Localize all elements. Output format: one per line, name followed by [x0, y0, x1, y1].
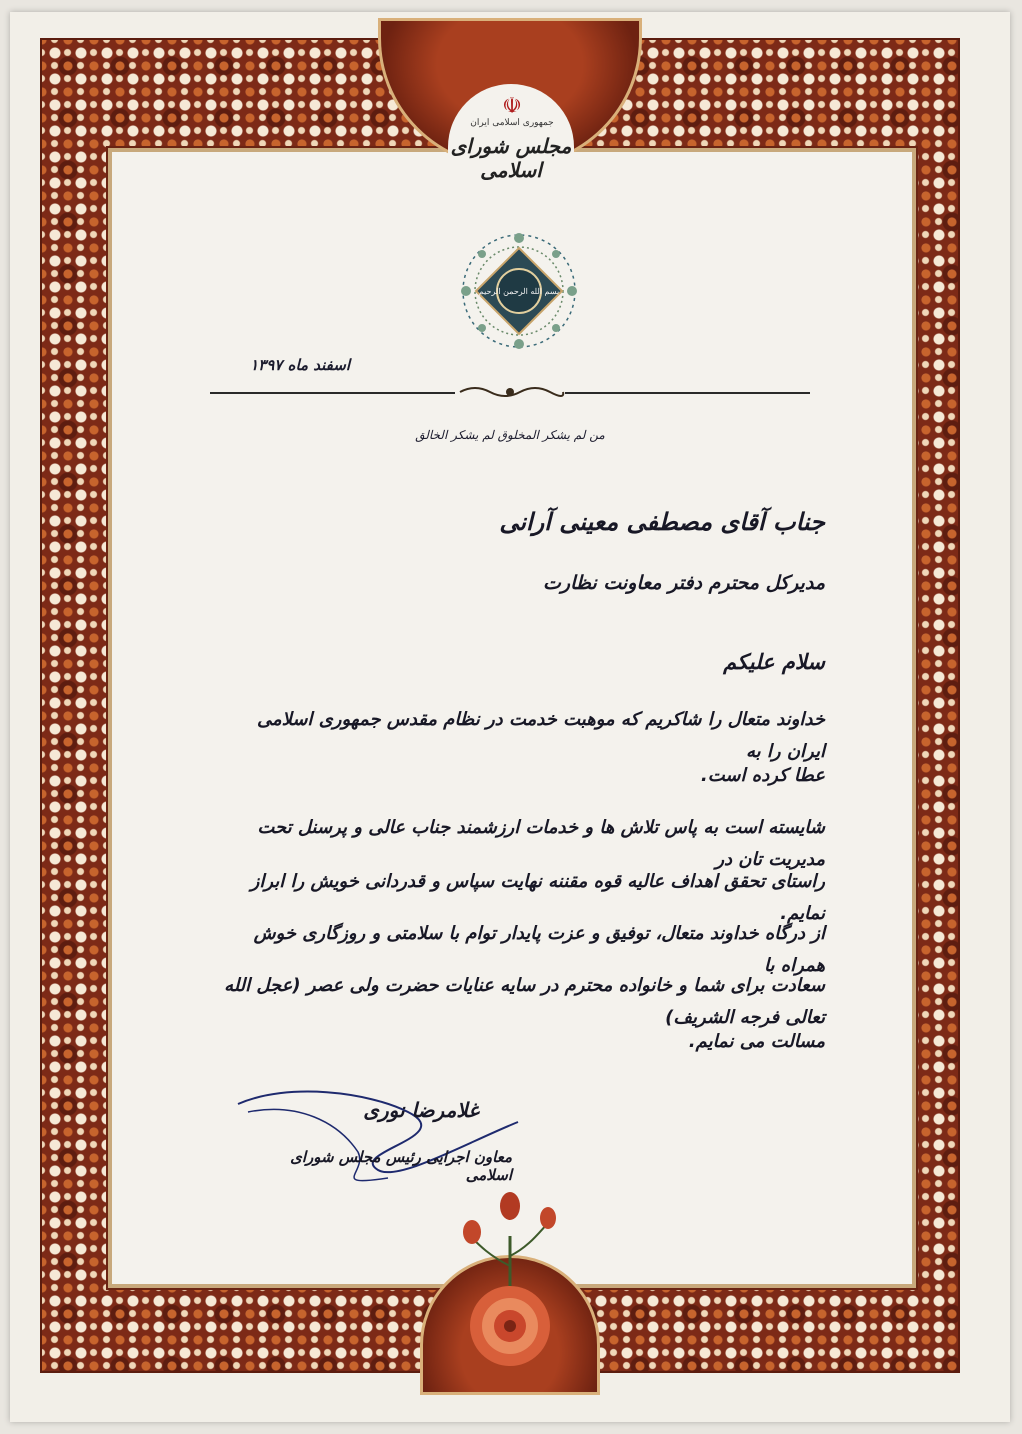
- letter-date: اسفند ماه ۱۳۹۷: [250, 356, 350, 374]
- paragraph-2-line-1: شایسته است به پاس تلاش ها و خدمات ارزشمند جناب عالی و پرسنل تحت مدیریت تان در: [257, 817, 825, 870]
- emblem-subtitle: جمهوری اسلامی ایران: [470, 118, 554, 128]
- paragraph-1-line-1: خداوند متعال را شاکریم که موهبت خدمت در نظام مقدس جمهوری اسلامی ایران را به: [256, 709, 825, 762]
- rosette-ornament: [444, 226, 594, 356]
- paragraph-3-line-2: سعادت برای شما و خانواده محترم در سایه عنایات حضرت ولی عصر (عجل الله تعالی فرجه الشریف): [224, 975, 825, 1028]
- recipient-position: مدیرکل محترم دفتر معاونت نظارت: [543, 572, 825, 594]
- recipient-name: جناب آقای مصطفی معینی آرانی: [499, 508, 825, 536]
- greeting: سلام علیکم: [723, 650, 825, 674]
- iran-emblem-icon: ☫: [502, 94, 522, 119]
- emblem-title: مجلس شورای اسلامی: [450, 134, 572, 182]
- bismillah-text: بسم الله الرحمن الرحیم: [478, 286, 560, 296]
- paragraph-3-line-1: از درگاه خداوند متعال، توفیق و عزت پایدار توام با سلامتی و روزگاری خوش همراه با: [253, 923, 825, 976]
- divider-ornament-icon: [455, 384, 565, 400]
- flower-icon: [440, 1176, 580, 1376]
- paragraph-2-line-2: راستای تحقق اهداف عالیه قوه مقننه نهایت سپاس و قدردانی خویش را ابراز نمایم.: [250, 871, 825, 924]
- motto: من لم یشکر المخلوق لم یشکر الخالق: [415, 428, 605, 442]
- paragraph-1-line-2: عطا کرده است.: [700, 765, 825, 786]
- bismillah-calligraphy: [444, 226, 594, 356]
- paragraph-3-line-3: مسالت می نمایم.: [688, 1031, 825, 1052]
- signatory-name: غلامرضا نوری: [363, 1098, 479, 1122]
- signatory-role: معاون اجرایی رئیس مجلس شورای اسلامی: [290, 1148, 512, 1184]
